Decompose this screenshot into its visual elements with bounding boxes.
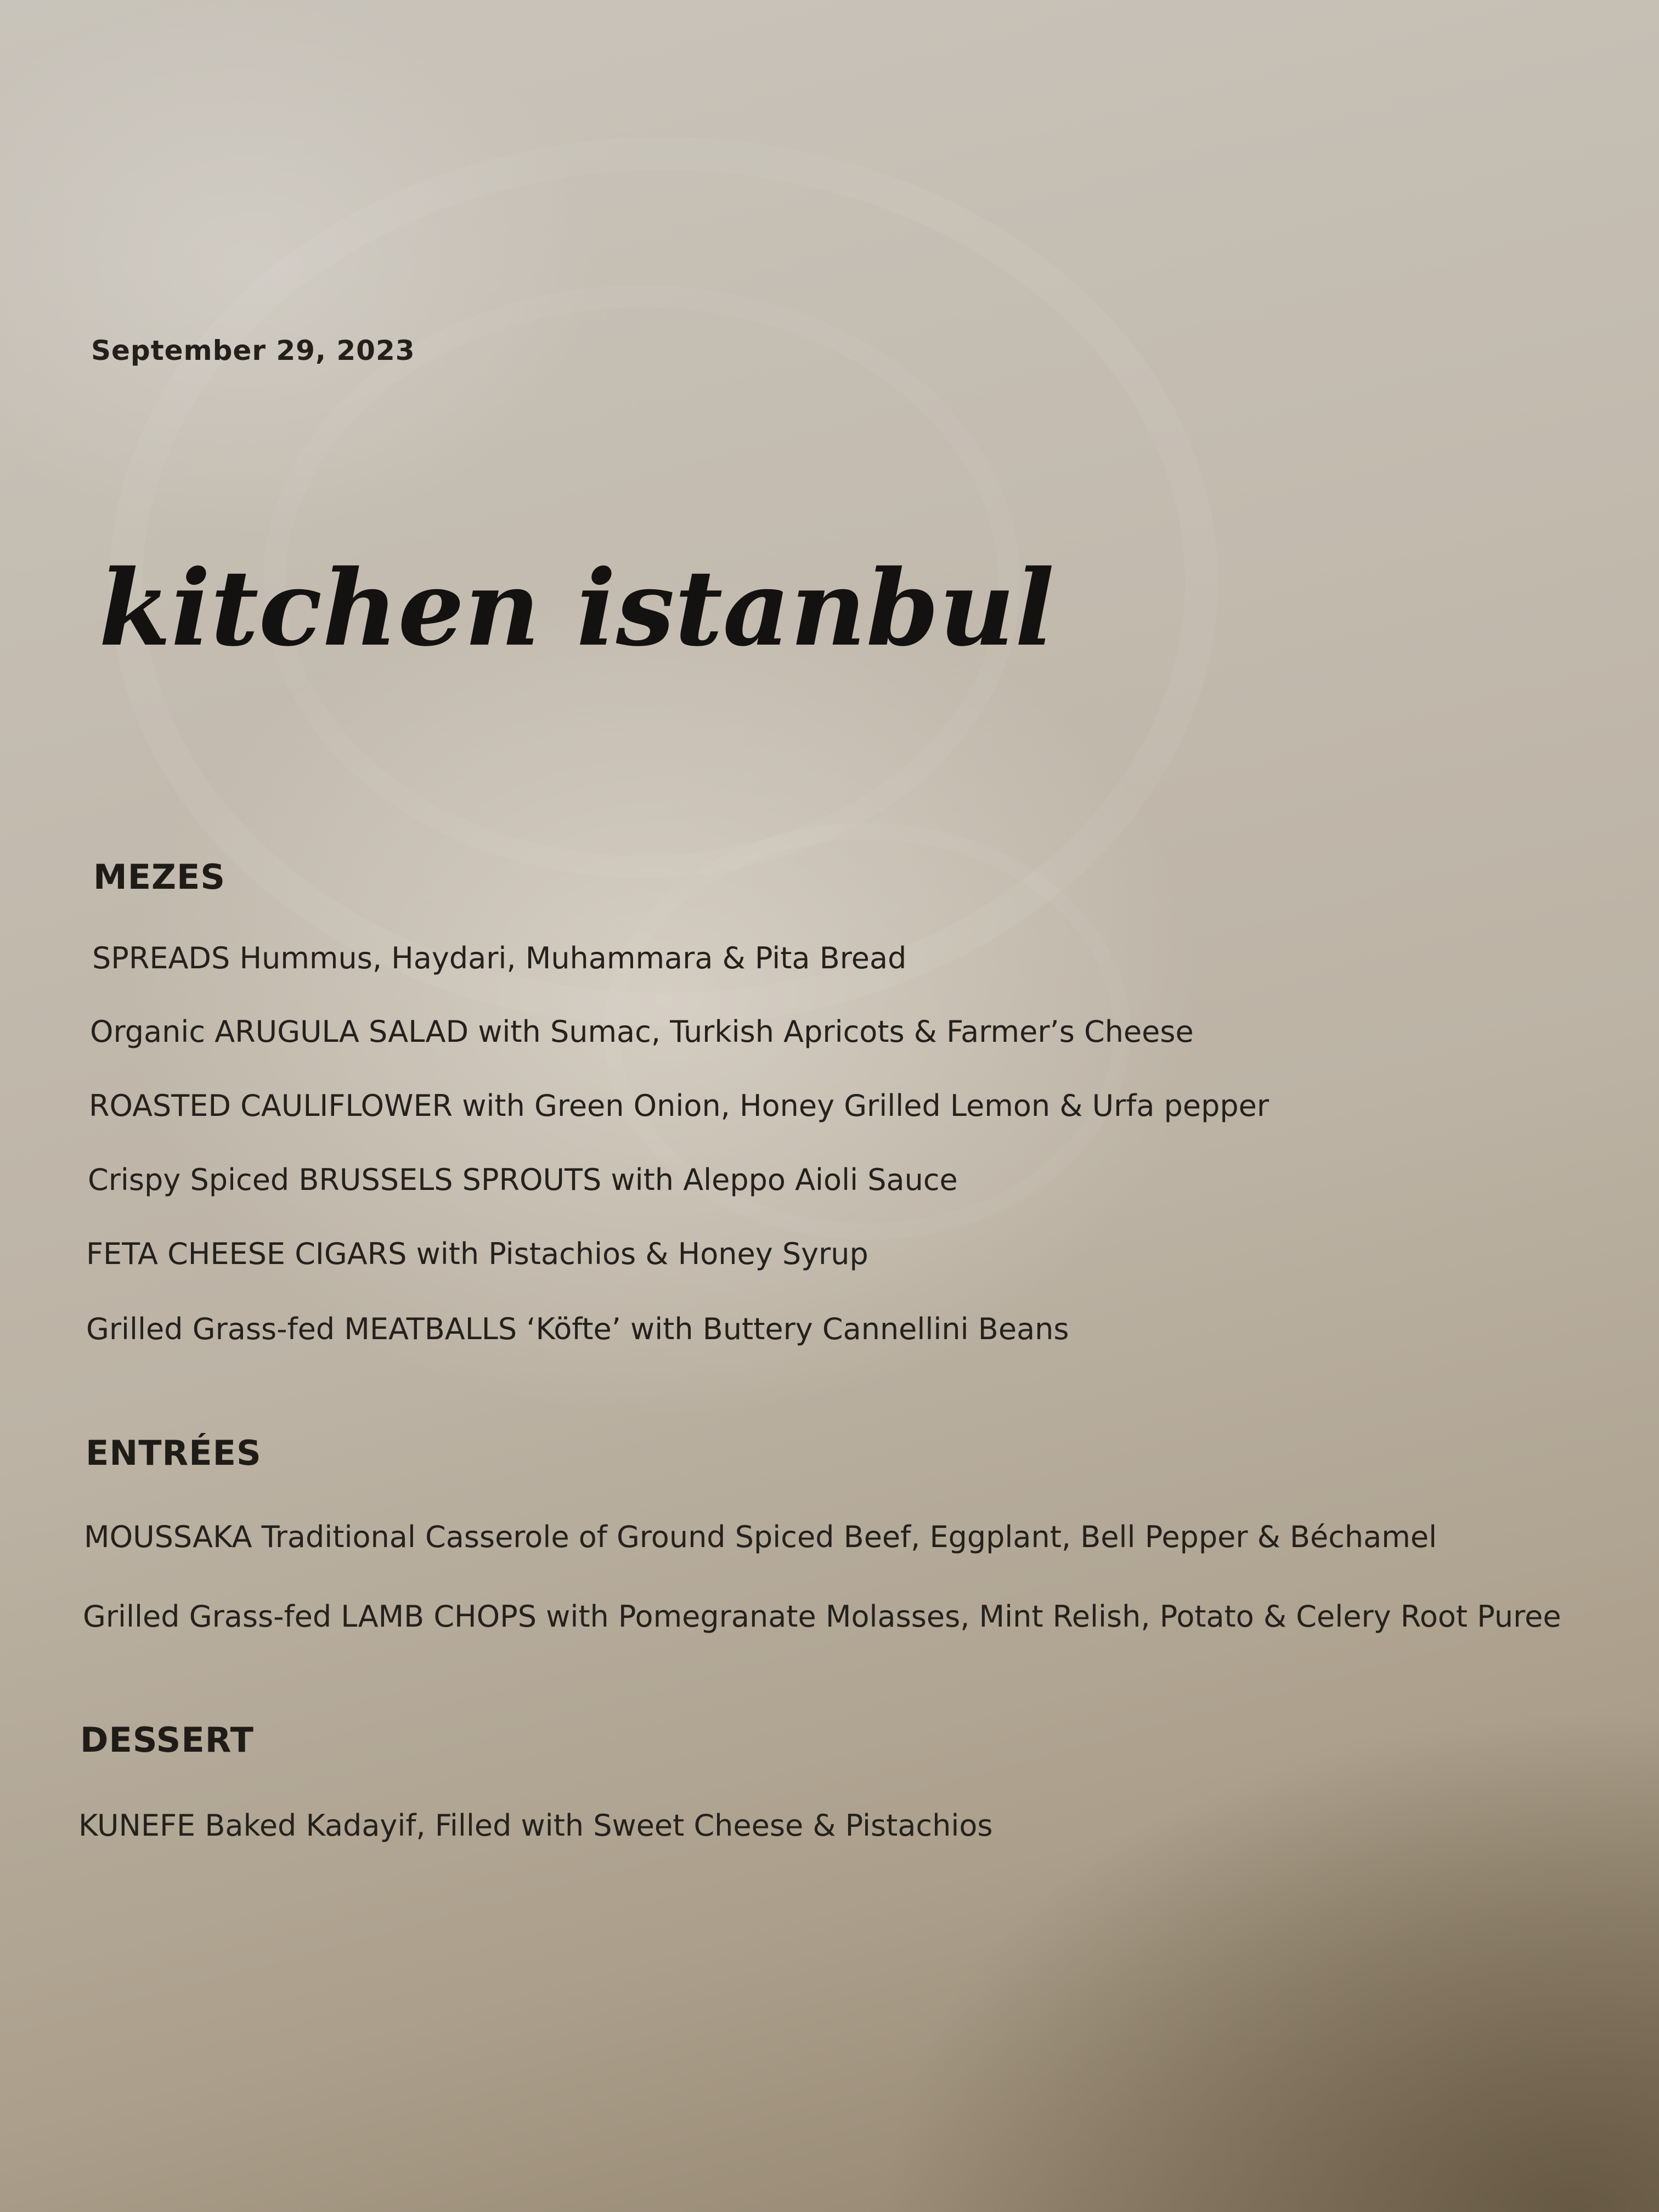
menu-item: MOUSSAKA Traditional Casserole of Ground Spiced Beef, Eggplant, Bell Pepper & Béchamel [84,1520,1437,1554]
restaurant-logo [93,547,1054,686]
menu-item: ROASTED CAULIFLOWER with Green Onion, Honey Grilled Lemon & Urfa pepper [89,1088,1269,1123]
menu-item: Crispy Spiced BRUSSELS SPROUTS with Aleppo Aioli Sauce [88,1163,958,1197]
section-heading-entrees: ENTRÉES [86,1433,262,1473]
restaurant-name: kitchen istanbul [99,547,1054,669]
menu-item: Grilled Grass-fed MEATBALLS ‘Köfte’ with Buttery Cannellini Beans [86,1312,1069,1346]
section-heading-mezes: MEZES [93,857,226,897]
menu-item: Organic ARUGULA SALAD with Sumac, Turkish Apricots & Farmer’s Cheese [90,1014,1194,1049]
menu-date: September 29, 2023 [91,335,415,366]
section-heading-dessert: DESSERT [80,1720,254,1760]
menu-item: KUNEFE Baked Kadayif, Filled with Sweet Cheese & Pistachios [78,1808,993,1843]
menu-item: Grilled Grass-fed LAMB CHOPS with Pomegranate Molasses, Mint Relish, Potato & Celery Root Puree [83,1599,1561,1634]
menu-item: FETA CHEESE CIGARS with Pistachios & Honey Syrup [86,1237,868,1271]
menu-item: SPREADS Hummus, Haydari, Muhammara & Pita Bread [92,941,907,975]
